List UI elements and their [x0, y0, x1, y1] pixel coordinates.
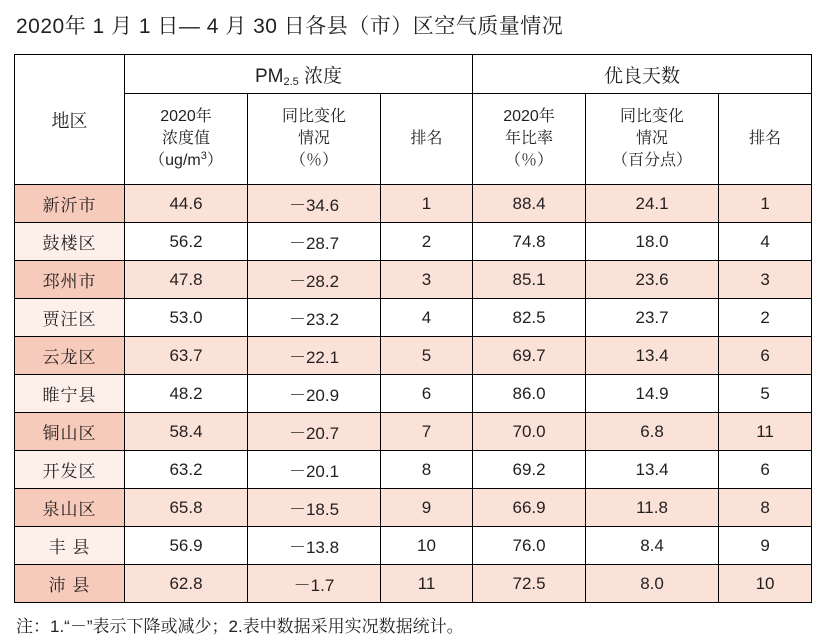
cell-pm-rank: 7 — [381, 413, 473, 451]
cell-pm-value: 63.2 — [125, 451, 248, 489]
header-pm-change-line1: 同比变化 — [281, 108, 346, 125]
cell-pm-value: 62.8 — [125, 565, 248, 603]
table-row — [15, 223, 812, 261]
cell-pm-change: －23.2 — [248, 299, 381, 337]
cell-days-change: 6.8 — [586, 413, 719, 451]
cell-pm-rank: 9 — [381, 489, 473, 527]
cell-pm-value: 47.8 — [125, 261, 248, 299]
header-pm-value-line2: 浓度值 — [161, 129, 210, 147]
cell-days-rank: 1 — [719, 185, 812, 223]
header-pm25-sub: 2.5 — [283, 75, 299, 88]
cell-region: 邳州市 — [15, 261, 125, 299]
cell-days-change: 18.0 — [586, 223, 719, 261]
table-header-sub-row — [15, 94, 812, 185]
table-row — [15, 299, 812, 337]
cell-pm-value: 65.8 — [125, 489, 248, 527]
header-days-change-line3: （百分点） — [612, 152, 693, 169]
cell-pm-rank: 10 — [381, 527, 473, 565]
cell-days-rate: 74.8 — [473, 223, 586, 261]
cell-region: 贾汪区 — [15, 299, 125, 337]
cell-pm-value: 48.2 — [125, 375, 248, 413]
cell-pm-rank: 1 — [381, 185, 473, 223]
header-pm25-main: PM — [254, 65, 284, 87]
cell-pm-change: －28.2 — [248, 261, 381, 299]
cell-pm-change: －34.6 — [248, 185, 381, 223]
header-region: 地区 — [15, 55, 125, 185]
header-pm25-tail: 浓度 — [298, 65, 343, 87]
header-days-rate-line1: 2020年 — [503, 108, 555, 125]
cell-pm-value: 63.7 — [125, 337, 248, 375]
cell-pm-rank: 4 — [381, 299, 473, 337]
cell-days-rank: 10 — [719, 565, 812, 603]
cell-pm-rank: 5 — [381, 337, 473, 375]
cell-pm-value: 56.2 — [125, 223, 248, 261]
page-title: 2020年 1 月 1 日— 4 月 30 日各县（市）区空气质量情况 — [16, 15, 564, 38]
header-days-rate-line3: （％） — [505, 152, 554, 169]
cell-region: 新沂市 — [15, 185, 125, 223]
cell-days-rate: 86.0 — [473, 375, 586, 413]
header-days-rate-line2: 年比率 — [505, 130, 554, 147]
cell-days-rate: 70.0 — [473, 413, 586, 451]
cell-days-change: 8.0 — [586, 565, 719, 603]
header-pm-value-line1: 2020年 — [160, 107, 212, 125]
cell-pm-change: －20.9 — [248, 375, 381, 413]
cell-region: 云龙区 — [15, 337, 125, 375]
header-days-rate — [473, 94, 586, 185]
cell-region: 睢宁县 — [15, 375, 125, 413]
cell-days-rank: 4 — [719, 223, 812, 261]
cell-days-rate: 88.4 — [473, 185, 586, 223]
table-row — [15, 185, 812, 223]
header-pm-change-line2: 情况 — [297, 130, 330, 147]
header-days-change — [586, 94, 719, 185]
table-row — [15, 337, 812, 375]
cell-region: 泉山区 — [15, 489, 125, 527]
cell-days-change: 23.6 — [586, 261, 719, 299]
header-pm-value-unit-end: ） — [206, 151, 223, 169]
cell-pm-change: －28.7 — [248, 223, 381, 261]
cell-days-rank: 2 — [719, 299, 812, 337]
header-pm-value — [125, 94, 248, 185]
cell-days-rate: 69.2 — [473, 451, 586, 489]
table-row — [15, 451, 812, 489]
table-row — [15, 261, 812, 299]
cell-pm-rank: 2 — [381, 223, 473, 261]
cell-days-rate: 85.1 — [473, 261, 586, 299]
cell-pm-rank: 11 — [381, 565, 473, 603]
cell-pm-change: －18.5 — [248, 489, 381, 527]
cell-days-rank: 11 — [719, 413, 812, 451]
table-header-group-row — [15, 55, 812, 94]
header-days-change-line2: 情况 — [636, 130, 669, 147]
cell-days-change: 23.7 — [586, 299, 719, 337]
cell-days-change: 8.4 — [586, 527, 719, 565]
header-pm-change — [248, 94, 381, 185]
cell-days-rate: 69.7 — [473, 337, 586, 375]
cell-pm-rank: 6 — [381, 375, 473, 413]
table-row — [15, 527, 812, 565]
header-days-change-line1: 同比变化 — [620, 108, 685, 125]
cell-days-rank: 5 — [719, 375, 812, 413]
cell-pm-value: 44.6 — [125, 185, 248, 223]
cell-days-rate: 66.9 — [473, 489, 586, 527]
cell-pm-value: 56.9 — [125, 527, 248, 565]
cell-pm-change: －22.1 — [248, 337, 381, 375]
header-days-rank: 排名 — [719, 94, 812, 185]
cell-days-rank: 6 — [719, 451, 812, 489]
cell-region: 开发区 — [15, 451, 125, 489]
cell-days-change: 11.8 — [586, 489, 719, 527]
cell-pm-value: 53.0 — [125, 299, 248, 337]
cell-pm-change: －13.8 — [248, 527, 381, 565]
cell-pm-change: －1.7 — [248, 565, 381, 603]
header-good-days-group: 优良天数 — [473, 55, 812, 94]
cell-days-change: 13.4 — [586, 451, 719, 489]
header-pm25-group — [125, 55, 473, 94]
cell-region: 沛 县 — [15, 565, 125, 603]
cell-region: 丰 县 — [15, 527, 125, 565]
cell-pm-change: －20.1 — [248, 451, 381, 489]
cell-days-rank: 8 — [719, 489, 812, 527]
air-quality-table — [14, 54, 812, 603]
table-note: 注：1.“－”表示下降或减少；2.表中数据采用实况数据统计。 — [16, 617, 464, 636]
cell-days-rank: 6 — [719, 337, 812, 375]
header-pm-rank: 排名 — [381, 94, 473, 185]
cell-pm-value: 58.4 — [125, 413, 248, 451]
cell-pm-change: －20.7 — [248, 413, 381, 451]
table-body — [15, 185, 812, 603]
cell-days-change: 14.9 — [586, 375, 719, 413]
cell-pm-rank: 3 — [381, 261, 473, 299]
cell-days-rank: 3 — [719, 261, 812, 299]
cell-days-change: 24.1 — [586, 185, 719, 223]
table-row — [15, 413, 812, 451]
cell-region: 铜山区 — [15, 413, 125, 451]
cell-days-rank: 9 — [719, 527, 812, 565]
table-row — [15, 565, 812, 603]
cell-region: 鼓楼区 — [15, 223, 125, 261]
header-pm-change-line3: （％） — [289, 152, 338, 169]
header-pm-value-line3 — [127, 150, 245, 173]
cell-days-change: 13.4 — [586, 337, 719, 375]
table-header — [15, 55, 812, 185]
cell-days-rate: 76.0 — [473, 527, 586, 565]
header-pm-value-exponent: 3 — [200, 149, 207, 162]
table-row — [15, 489, 812, 527]
cell-days-rate: 72.5 — [473, 565, 586, 603]
table-row — [15, 375, 812, 413]
cell-pm-rank: 8 — [381, 451, 473, 489]
header-pm-value-unit: （ug/m — [149, 151, 201, 169]
cell-days-rate: 82.5 — [473, 299, 586, 337]
